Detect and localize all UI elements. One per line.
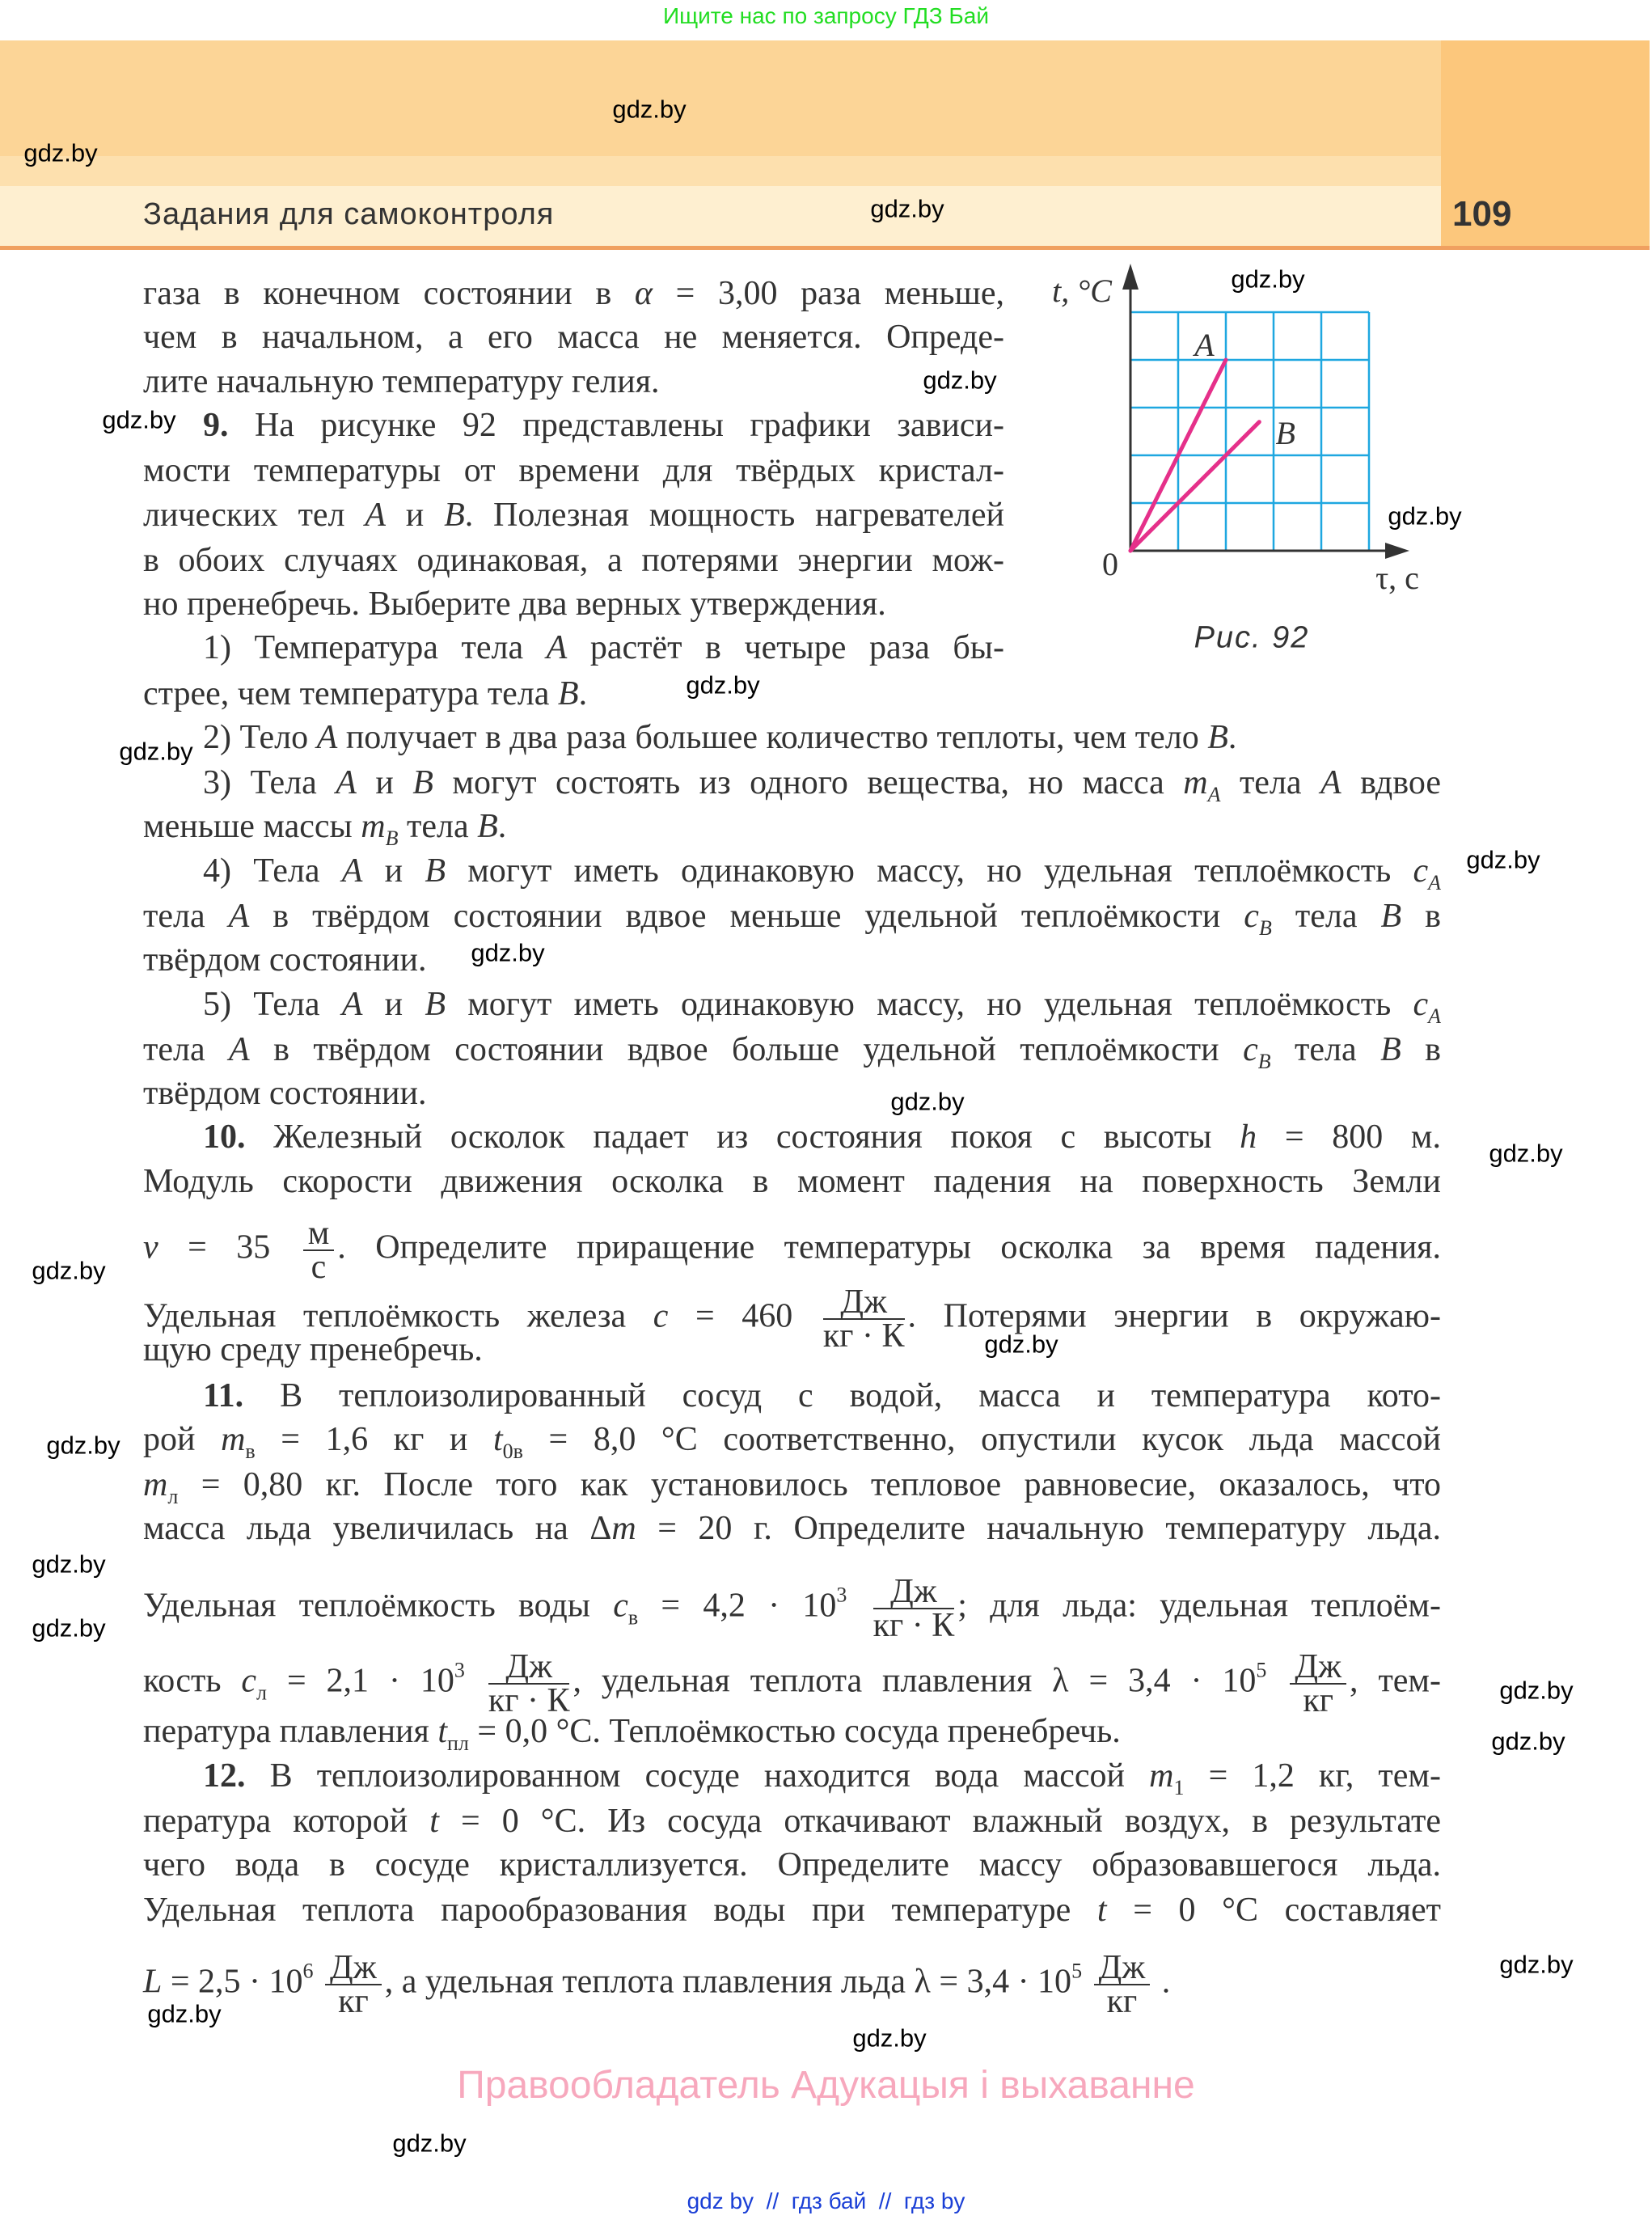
exercise-number: 11. bbox=[203, 1377, 244, 1414]
text-run bbox=[1082, 1964, 1091, 2001]
subscript: B bbox=[1258, 916, 1272, 940]
series-label-a: A bbox=[1194, 327, 1215, 364]
watermark: gdz.by bbox=[923, 366, 997, 395]
math-variable: A bbox=[341, 986, 363, 1023]
text-run bbox=[465, 1663, 485, 1700]
watermark: gdz.by bbox=[32, 1613, 106, 1643]
y-axis-arrow-icon bbox=[1122, 264, 1139, 290]
subscript: B bbox=[1257, 1050, 1271, 1073]
math-variable: t bbox=[437, 1713, 448, 1750]
watermark: gdz.by bbox=[852, 2023, 927, 2053]
text-line bbox=[143, 540, 1004, 581]
math-variable: c bbox=[1244, 898, 1259, 935]
unit-fraction bbox=[1094, 1951, 1151, 2018]
text-line bbox=[143, 1890, 1441, 1930]
subscript: 1 bbox=[1173, 1776, 1185, 1799]
text-line bbox=[143, 1508, 1441, 1549]
text-run: в bbox=[1401, 898, 1441, 935]
watermark: gdz.by bbox=[32, 1550, 106, 1579]
text-run: = 35 bbox=[158, 1228, 300, 1266]
text-run: . Потерями энергии в окружаю- bbox=[907, 1297, 1442, 1335]
text-run: получает в два раза большее количество теплоты, чем тело bbox=[337, 719, 1208, 756]
text-run: 1) Температура тела bbox=[203, 629, 547, 666]
watermark: gdz.by bbox=[32, 1256, 106, 1285]
watermark: gdz.by bbox=[1499, 1950, 1574, 1979]
math-variable: m bbox=[1149, 1757, 1174, 1795]
fraction-numerator: Дж bbox=[1094, 1951, 1151, 1985]
text-run: = 3,00 раза меньше, bbox=[652, 275, 1004, 312]
math-variable: B bbox=[1380, 1031, 1401, 1068]
text-run: растёт в четыре раза бы- bbox=[567, 629, 1004, 666]
text-run: могут иметь одинаковую массу, но удельная теплоёмкость bbox=[446, 986, 1413, 1023]
text-run: , а удельная теплота плавления льда λ = 3,4 · 10 bbox=[384, 1963, 1072, 2001]
math-variable: A bbox=[316, 719, 338, 756]
text-run: = 2,1 · 10 bbox=[267, 1662, 454, 1700]
math-variable: h bbox=[1240, 1118, 1257, 1156]
text-line bbox=[143, 450, 1004, 491]
text-run: но пренебречь. Выберите два верных утверждения. bbox=[143, 586, 886, 623]
text-line bbox=[143, 670, 1004, 714]
subscript: л bbox=[167, 1485, 179, 1508]
text-run: стрее, чем температура тела bbox=[143, 675, 558, 712]
text-line bbox=[143, 1465, 1441, 1508]
text-run: Удельная теплоёмкость железа bbox=[143, 1297, 653, 1335]
superscript: 3 bbox=[454, 1658, 465, 1682]
math-variable: L bbox=[143, 1963, 163, 2001]
fraction-numerator: Дж bbox=[325, 1951, 382, 1985]
text-run: щую среду пренебречь. bbox=[143, 1331, 483, 1368]
math-variable: m bbox=[361, 808, 386, 845]
text-run: пература которой bbox=[143, 1803, 430, 1840]
fraction-numerator: Дж bbox=[823, 1286, 905, 1320]
text-run: В теплоизолированный сосуд с водой, масса и температура кото- bbox=[243, 1377, 1441, 1414]
watermark: gdz.by bbox=[984, 1330, 1058, 1359]
text-run: тела bbox=[1271, 898, 1381, 935]
text-run: тела bbox=[143, 1031, 230, 1068]
text-run: кость bbox=[143, 1662, 242, 1700]
text-line bbox=[203, 763, 1441, 806]
text-run: тела bbox=[143, 898, 229, 935]
text-run: масса льда увеличилась на Δ bbox=[143, 1510, 612, 1547]
math-variable: A bbox=[546, 629, 568, 666]
math-variable: A bbox=[228, 898, 250, 935]
text-run: мости температуры от времени для твёрдых кристал- bbox=[143, 452, 1004, 489]
text-run: На рисунке 92 представлены графики зависи- bbox=[228, 407, 1004, 444]
math-variable: B bbox=[425, 986, 446, 1023]
watermark: gdz.by bbox=[612, 95, 687, 124]
math-variable: c bbox=[613, 1587, 628, 1625]
math-variable: m bbox=[1183, 764, 1208, 801]
text-line bbox=[203, 1756, 1441, 1799]
figure-92-graph bbox=[1051, 259, 1472, 598]
text-run: . Полезная мощность нагревателей bbox=[464, 497, 1005, 534]
text-line bbox=[143, 362, 1004, 402]
text-run: 4) Тела bbox=[203, 852, 342, 890]
superscript: 6 bbox=[302, 1959, 314, 1983]
unit-fraction bbox=[873, 1575, 955, 1642]
x-axis-label: τ, с bbox=[1375, 560, 1419, 596]
math-variable: B bbox=[1380, 898, 1402, 935]
math-variable: t bbox=[429, 1803, 439, 1840]
text-run: ; для льда: удельная теплоём- bbox=[957, 1587, 1441, 1625]
fraction-denominator: кг bbox=[1303, 1682, 1333, 1719]
fraction-numerator: Дж bbox=[873, 1575, 955, 1609]
text-line bbox=[203, 405, 1004, 446]
fraction-numerator: Дж bbox=[1290, 1651, 1346, 1685]
text-run: 3) Тела bbox=[203, 764, 336, 801]
math-variable: B bbox=[1207, 719, 1228, 756]
header-band-middle bbox=[0, 156, 1441, 186]
text-line bbox=[143, 1801, 1441, 1841]
text-run: В теплоизолированном сосуде находится вода массой bbox=[245, 1757, 1150, 1795]
watermark: gdz.by bbox=[147, 1999, 222, 2028]
subscript: в bbox=[627, 1605, 639, 1630]
section-title: Задания для самоконтроля bbox=[143, 197, 555, 231]
unit-fraction bbox=[325, 1951, 382, 2018]
search-hint-banner: Ищите нас по запросу ГДЗ Бай bbox=[662, 3, 990, 28]
text-run: = 0 °С. Из сосуда откачивают влажный воздух, в результате bbox=[438, 1803, 1441, 1840]
fraction-denominator: кг · К bbox=[872, 1607, 955, 1644]
math-variable: B bbox=[412, 764, 433, 801]
text-line bbox=[203, 1376, 1441, 1416]
text-line bbox=[143, 940, 1441, 980]
math-variable: c bbox=[241, 1662, 257, 1700]
text-run: = 0,0 °С. Теплоёмкостью сосуда пренебречь. bbox=[468, 1713, 1121, 1750]
x-axis-arrow-icon bbox=[1385, 543, 1409, 559]
fraction-denominator: с bbox=[311, 1249, 327, 1286]
math-variable: A bbox=[229, 1031, 250, 1068]
unit-fraction bbox=[303, 1215, 335, 1286]
text-run: Удельная теплоёмкость воды bbox=[143, 1587, 614, 1625]
subscript: A bbox=[1207, 783, 1221, 806]
subscript: A bbox=[1428, 871, 1441, 894]
page-number: 109 bbox=[1452, 194, 1512, 234]
math-variable: A bbox=[365, 497, 386, 534]
header-divider bbox=[0, 246, 1650, 250]
text-run: лических тел bbox=[143, 497, 365, 534]
text-run: чем в начальном, а его масса не меняется. Опреде- bbox=[143, 319, 1004, 356]
watermark: gdz.by bbox=[119, 737, 193, 766]
text-run bbox=[847, 1588, 869, 1625]
text-run: вдвое bbox=[1341, 764, 1441, 801]
subscript: B bbox=[385, 827, 399, 850]
text-line bbox=[203, 1117, 1441, 1157]
text-run: 2) Тело bbox=[203, 719, 317, 756]
watermark: gdz.by bbox=[471, 938, 545, 967]
text-run: газа в конечном состоянии в bbox=[143, 275, 635, 312]
text-run: тела bbox=[1220, 764, 1321, 801]
subscript: л bbox=[256, 1681, 268, 1705]
math-variable: m bbox=[611, 1510, 636, 1547]
text-run: и bbox=[362, 986, 425, 1023]
fraction-numerator: м bbox=[303, 1217, 335, 1251]
math-variable: B bbox=[425, 852, 446, 890]
series-line-b bbox=[1130, 422, 1259, 551]
text-run: = 8,0 °С соответственно, опустили кусок льда массой bbox=[522, 1421, 1441, 1458]
series-label-b: B bbox=[1275, 415, 1295, 452]
text-run: = 460 bbox=[668, 1297, 820, 1335]
text-run: меньше массы bbox=[143, 808, 361, 845]
text-run bbox=[1266, 1663, 1287, 1700]
superscript: 3 bbox=[836, 1583, 847, 1607]
text-line bbox=[143, 1073, 1441, 1114]
text-run: = 4,2 · 10 bbox=[638, 1587, 837, 1625]
watermark: gdz.by bbox=[1489, 1139, 1563, 1168]
math-variable: c bbox=[1243, 1031, 1258, 1068]
unit-fraction bbox=[488, 1648, 570, 1719]
text-line bbox=[203, 851, 1441, 894]
text-line bbox=[143, 1845, 1441, 1885]
fraction-denominator: кг · К bbox=[488, 1682, 570, 1719]
text-run: в bbox=[1401, 1031, 1441, 1068]
text-run: = 800 м. bbox=[1257, 1118, 1441, 1156]
text-run: = 1,6 кг и bbox=[255, 1421, 493, 1458]
text-run: , тем- bbox=[1350, 1662, 1441, 1700]
math-variable: m bbox=[221, 1421, 246, 1458]
text-run: 5) Тела bbox=[203, 986, 342, 1023]
text-run: . bbox=[578, 675, 588, 712]
text-run: Железный осколок падает из состояния покоя с высоты bbox=[245, 1118, 1240, 1156]
math-variable: B bbox=[557, 675, 579, 712]
text-run: тела bbox=[1270, 1031, 1381, 1068]
watermark: gdz.by bbox=[46, 1431, 120, 1460]
math-variable: m bbox=[143, 1466, 168, 1503]
superscript: 5 bbox=[1071, 1959, 1083, 1983]
watermark: gdz.by bbox=[102, 405, 176, 434]
figure-caption: Рис. 92 bbox=[1194, 620, 1310, 655]
text-run: тела bbox=[398, 808, 478, 845]
text-run: в твёрдом состоянии вдвое больше удельной теплоёмкости bbox=[249, 1031, 1244, 1068]
text-run: чего вода в сосуде кристаллизуется. Определите массу образовавшегося льда. bbox=[143, 1846, 1441, 1884]
text-line bbox=[143, 1419, 1441, 1463]
y-axis-label: t, °C bbox=[1052, 273, 1112, 309]
watermark: gdz.by bbox=[1231, 264, 1305, 294]
watermark: gdz.by bbox=[1388, 501, 1462, 531]
math-variable: B bbox=[477, 808, 498, 845]
text-line bbox=[143, 273, 1004, 314]
text-run: в твёрдом состоянии вдвое меньше удельной теплоёмкости bbox=[249, 898, 1244, 935]
superscript: 5 bbox=[1256, 1658, 1267, 1682]
fraction-denominator: кг bbox=[1106, 1983, 1138, 2020]
text-run: Удельная теплота парообразования воды при температуре bbox=[143, 1892, 1097, 1929]
subscript: пл bbox=[447, 1731, 469, 1755]
text-run: твёрдом состоянии. bbox=[143, 1075, 427, 1112]
watermark: gdz.by bbox=[23, 138, 98, 167]
text-run: = 0,80 кг. После того как установилось тепловое равновесие, оказалось, что bbox=[178, 1466, 1441, 1503]
exercise-number: 10. bbox=[203, 1118, 246, 1156]
text-run: и bbox=[362, 852, 425, 890]
math-variable: A bbox=[336, 764, 357, 801]
text-run: Модуль скорости движения осколка в момент падения на поверхность Земли bbox=[143, 1163, 1441, 1200]
text-line bbox=[203, 717, 1441, 758]
watermark: gdz.by bbox=[1466, 845, 1540, 874]
text-run: могут состоять из одного вещества, но масса bbox=[433, 764, 1184, 801]
text-line bbox=[143, 495, 1004, 535]
watermark: gdz.by bbox=[686, 670, 760, 700]
text-run bbox=[314, 1964, 323, 2001]
text-run: лите начальную температуру гелия. bbox=[143, 363, 660, 400]
exercise-number: 12. bbox=[203, 1757, 246, 1795]
fraction-numerator: Дж bbox=[488, 1651, 570, 1685]
header-band bbox=[0, 40, 1441, 156]
unit-fraction bbox=[1290, 1648, 1346, 1719]
math-variable: A bbox=[1320, 764, 1341, 801]
subscript: в bbox=[245, 1440, 256, 1463]
math-variable: B bbox=[444, 497, 465, 534]
math-variable: t bbox=[1096, 1892, 1107, 1929]
text-run: твёрдом состоянии. bbox=[143, 941, 427, 979]
origin-label: 0 bbox=[1102, 546, 1118, 582]
fraction-denominator: кг · К bbox=[822, 1317, 905, 1355]
text-run: = 0 °С составляет bbox=[1106, 1892, 1441, 1929]
copyright-notice: Правообладатель Адукацыя і выхаванне bbox=[457, 2064, 1195, 2107]
text-line bbox=[143, 1030, 1441, 1073]
math-variable: α bbox=[634, 275, 653, 312]
subscript: 0в bbox=[502, 1440, 523, 1463]
text-line bbox=[143, 1161, 1441, 1202]
text-run: . bbox=[1153, 1963, 1171, 2001]
text-line bbox=[203, 628, 1004, 668]
fraction-denominator: кг bbox=[338, 1983, 369, 2020]
text-line bbox=[143, 1711, 1441, 1755]
text-line bbox=[143, 1330, 1441, 1370]
text-run: . bbox=[497, 808, 507, 845]
math-variable: A bbox=[341, 852, 363, 890]
math-variable: c bbox=[1413, 986, 1429, 1023]
text-run: = 2,5 · 10 bbox=[162, 1963, 303, 2001]
text-run: и bbox=[356, 764, 413, 801]
watermark: gdz.by bbox=[392, 2129, 467, 2158]
text-run: = 1,2 кг, тем- bbox=[1184, 1757, 1441, 1795]
text-line bbox=[143, 1215, 1441, 1286]
math-variable: v bbox=[143, 1228, 158, 1266]
text-run: , удельная теплота плавления λ = 3,4 · 10 bbox=[572, 1662, 1257, 1700]
watermark: gdz.by bbox=[870, 194, 944, 223]
text-line bbox=[143, 317, 1004, 357]
text-run: . bbox=[1227, 719, 1237, 756]
text-run: = 20 г. Определите начальную температуру льда. bbox=[636, 1510, 1442, 1547]
text-line bbox=[203, 984, 1441, 1028]
watermark: gdz.by bbox=[1491, 1727, 1565, 1756]
text-run: пература плавления bbox=[143, 1713, 438, 1750]
math-variable: c bbox=[1413, 852, 1429, 890]
math-variable: t bbox=[492, 1421, 503, 1458]
text-run: и bbox=[385, 497, 445, 534]
math-variable: c bbox=[653, 1297, 669, 1335]
subscript: A bbox=[1428, 1004, 1441, 1028]
footer-links[interactable]: gdz by // гдз бай // гдз by bbox=[687, 2188, 965, 2213]
text-run: . Определите приращение температуры осколка за время падения. bbox=[337, 1228, 1441, 1266]
text-run: рой bbox=[143, 1421, 222, 1458]
text-line bbox=[143, 584, 1004, 624]
text-line bbox=[143, 896, 1441, 940]
text-line bbox=[143, 806, 1441, 850]
exercise-number: 9. bbox=[203, 407, 229, 444]
watermark: gdz.by bbox=[890, 1087, 965, 1116]
text-run: могут иметь одинаковую массу, но удельная теплоёмкость bbox=[446, 852, 1413, 890]
watermark: gdz.by bbox=[1499, 1676, 1574, 1705]
text-run: в обоих случаях одинаковая, а потерями энергии мож- bbox=[143, 542, 1004, 579]
